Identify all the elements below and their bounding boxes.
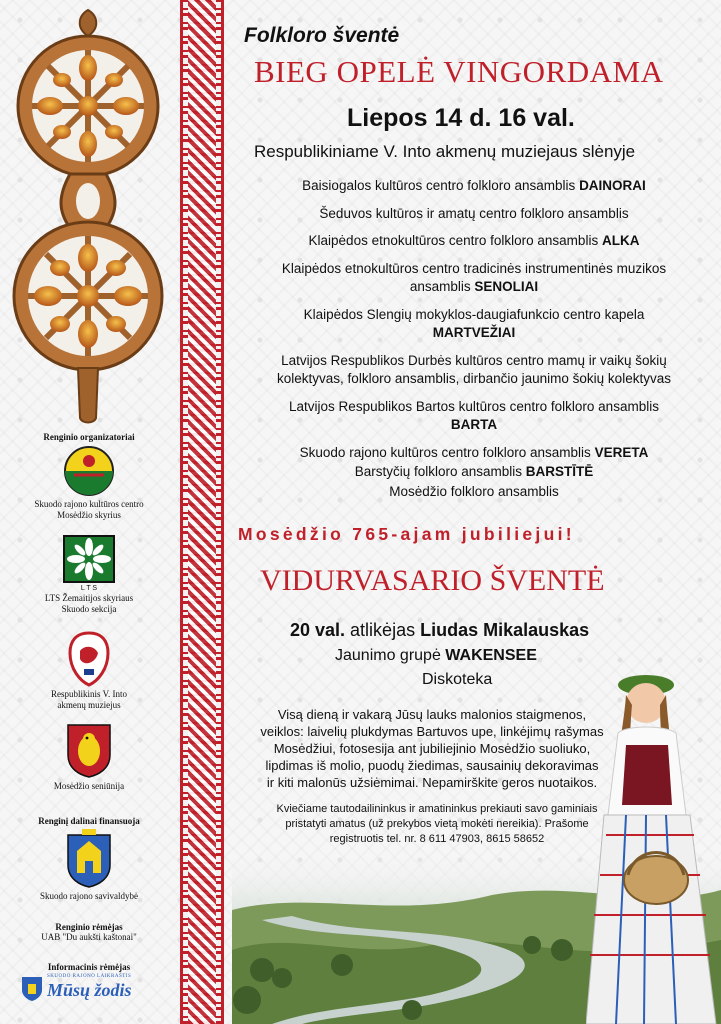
- performer-text: Latvijos Respublikos Durbės kultūros centro mamų ir vaikų šokių: [281, 353, 667, 368]
- org2-line1: LTS Žemaitijos skyriaus: [44, 593, 134, 603]
- funder-line1: Skuodo rajono savivaldybė: [40, 891, 138, 901]
- festival-subtitle: Folkloro šventė: [244, 24, 400, 47]
- performer-line: [232, 233, 716, 248]
- group-label: Jaunimo grupė: [335, 647, 446, 664]
- paragraph-line: lipdimas iš molio, puodų žiedimas, sausainių dekoravimas: [265, 758, 599, 773]
- performer-line: [232, 371, 716, 386]
- performer-text: Klaipėdos etnokultūros centro folkloro ansamblis: [308, 233, 602, 248]
- culture-center-logo: [60, 445, 118, 497]
- performer-line: [232, 464, 716, 479]
- performer-line: [232, 178, 716, 193]
- performer-line: [232, 325, 716, 340]
- performer-line: [232, 353, 716, 368]
- performer-label: atlikėjas: [345, 620, 421, 640]
- performer-name: BARSTĪTĒ: [525, 464, 594, 479]
- paragraph-line: ir kiti malonūs užsiėmimai. Nepamirškite geros nuotaikos.: [266, 775, 598, 790]
- municipality-coat-of-arms: [66, 829, 112, 889]
- lts-logo-text: L T S: [80, 585, 98, 591]
- supporter-block: [0, 922, 178, 943]
- performer-text: Skuodo rajono kultūros centro folkloro ansamblis: [299, 445, 595, 460]
- eldership-coat-of-arms: [66, 723, 112, 779]
- invite-line: Kviečiame tautodailininkus ir amatininkus prekiauti savo gaminiais: [276, 803, 598, 815]
- event-date: Liepos 14 d. 16 val.: [347, 104, 575, 132]
- funding-heading: Renginį dalinai finansuoja: [38, 816, 140, 826]
- event-venue: Respublikiniame V. Into akmenų muziejaus slėnyje: [254, 142, 636, 161]
- performer-text: Baisiogalos kultūros centro folkloro ansamblis: [302, 178, 580, 193]
- artisan-invitation: [232, 802, 642, 847]
- org1-line2: Mosėdžio skyrius: [57, 510, 121, 520]
- amber-wooden-ornament: [8, 6, 168, 426]
- performer-line: [232, 206, 716, 221]
- paragraph-line: Visą dieną ir vakarą Jūsų lauks malonios staigmenos,: [277, 707, 587, 722]
- newspaper-title: Mūsų žodis: [47, 980, 132, 1000]
- performer-text: Mosėdžio folkloro ansamblis: [389, 484, 559, 499]
- midsummer-title: VIDURVASARIO ŠVENTĖ: [260, 564, 605, 597]
- lts-block: [0, 532, 178, 615]
- performer-name: MARTVEŽIAI: [432, 325, 516, 340]
- performer-name: SENOLIAI: [474, 279, 539, 294]
- performer-name: Liudas Mikalauskas: [420, 620, 590, 640]
- eldership-block: [0, 720, 178, 792]
- newspaper-subtitle: SKUODO RAJONO LAIKRAŠTIS: [47, 974, 132, 979]
- paragraph-line: veiklos: laivelių plukdymas Bartuvos upe, linkėjimų rašymas: [260, 724, 604, 739]
- performer-line: [232, 399, 716, 414]
- funding-block: [0, 816, 178, 902]
- org3-line2: akmenų muziejus: [57, 700, 121, 710]
- supporter-heading: Renginio rėmėjas: [55, 922, 123, 932]
- performer-name: ALKA: [601, 233, 640, 248]
- paragraph-line: Mosėdžiui, fotosesija ant jubiliejinio Mosėdžio suoliuko,: [273, 741, 591, 756]
- museum-block: [0, 628, 178, 711]
- org4-line1: Mosėdžio seniūnija: [53, 781, 125, 791]
- performer-line: [232, 261, 716, 276]
- left-sidebar: [0, 0, 178, 1024]
- organizers-block: [0, 432, 178, 521]
- invite-line: registruotis tel. nr. 8 611 47903, 8615 58652: [329, 833, 545, 845]
- org3-line1: Respublikinis V. Into: [51, 689, 127, 699]
- performer-line: [232, 484, 716, 499]
- evening-performer-line: [290, 620, 589, 641]
- org2-line2: Skuodo sekcija: [61, 604, 117, 614]
- activities-paragraph: [232, 706, 632, 791]
- newspaper-logo: [19, 974, 159, 1004]
- performer-text: Klaipėdos etnokultūros centro tradicinės instrumentinės muzikos: [281, 261, 667, 276]
- performer-line: [232, 417, 716, 432]
- performer-text: Barstyčių folkloro ansamblis: [354, 464, 526, 479]
- performer-name: DAINORAI: [579, 178, 646, 193]
- performer-line: [232, 307, 716, 322]
- newspaper-crest-icon: [21, 976, 43, 1002]
- performer-line: [232, 279, 716, 294]
- performer-text: ansamblis: [409, 279, 475, 294]
- lts-logo: [63, 535, 115, 591]
- museum-logo: [66, 631, 112, 687]
- performer-name: BARTA: [450, 417, 498, 432]
- performer-text: Klaipėdos Slengių mokyklos-daugiafunkcio centro kapela: [303, 307, 645, 322]
- jubilee-banner: Mosėdžio 765-ajam jubiliejui!: [238, 524, 575, 544]
- performer-name: VERETA: [594, 445, 649, 460]
- organizers-heading: Renginio organizatoriai: [43, 432, 135, 442]
- folk-pattern-band: [180, 0, 224, 1024]
- performer-line: [232, 445, 716, 460]
- org1-line1: Skuodo rajono kultūros centro: [34, 499, 144, 509]
- invite-line: pristatyti amatus (už prekybos vietą mokėti nereikia). Prašome: [285, 818, 589, 830]
- media-heading: Informacinis rėmėjas: [47, 962, 131, 972]
- performer-text: Latvijos Respublikos Bartos kultūros centro folkloro ansamblis: [289, 399, 659, 414]
- performer-text: Šeduvos kultūros ir amatų centro folkloro ansamblis: [319, 206, 629, 221]
- media-block: [0, 962, 178, 1004]
- festival-title: BIEG OPELĖ VINGORDAMA: [254, 54, 664, 89]
- supporter-name: UAB "Du aukšti kaštonai": [41, 932, 137, 942]
- performer-text: kolektyvas, folkloro ansamblis, dirbančio jaunimo šokių kolektyvas: [277, 371, 671, 386]
- disco-line: Diskoteka: [422, 671, 493, 688]
- youth-group-line: [335, 647, 537, 665]
- group-name: WAKENSEE: [445, 647, 537, 664]
- evening-time: 20 val.: [290, 620, 346, 640]
